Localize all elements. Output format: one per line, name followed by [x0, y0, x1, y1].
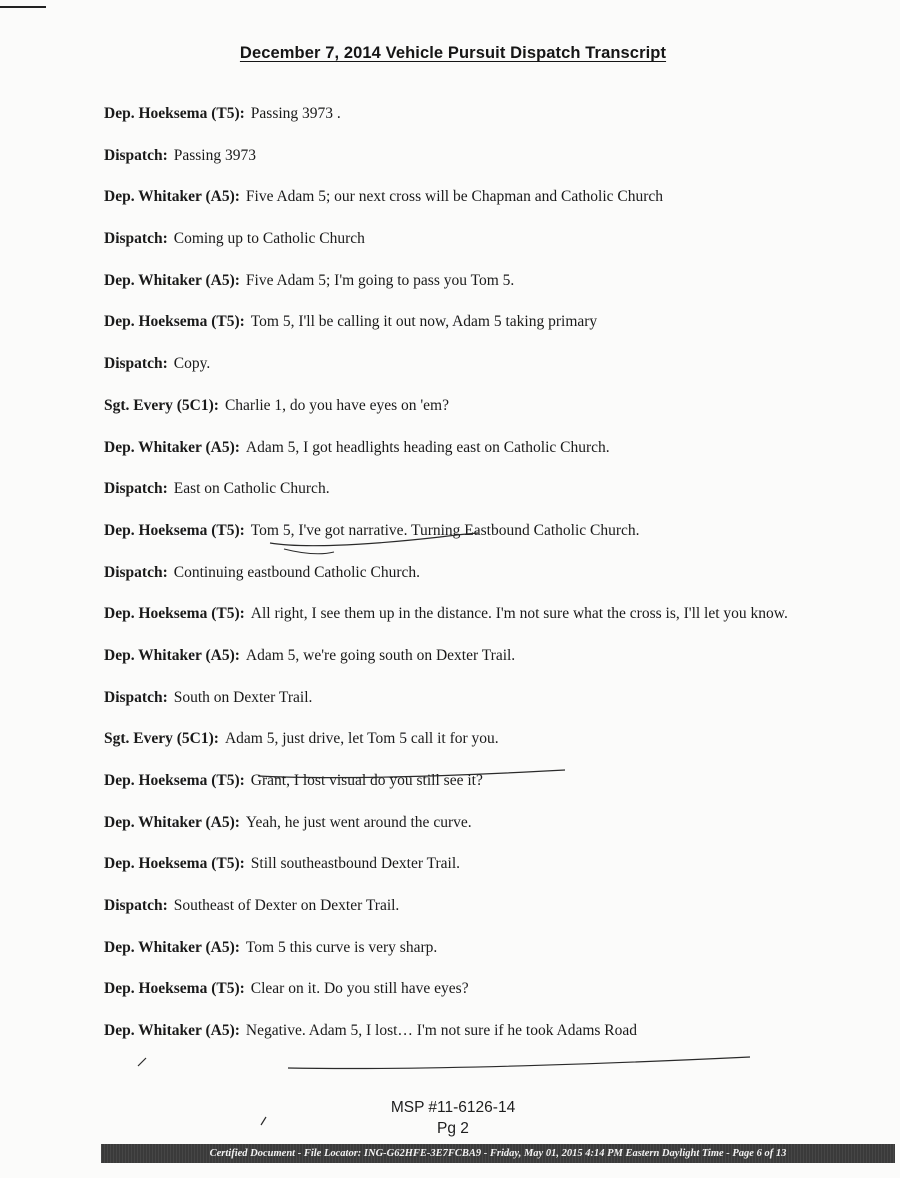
speaker-label: Dep. Hoeksema (T5):	[104, 521, 245, 539]
transcript-entry	[104, 978, 804, 1000]
speaker-label: Dispatch:	[104, 897, 168, 915]
speaker-label: Sgt. Every (5C1):	[104, 730, 219, 748]
utterance-text: Coming up to Catholic Church	[173, 230, 365, 248]
speaker-label: Dep. Whitaker (A5):	[104, 271, 240, 289]
utterance-text: All right, I see them up in the distance. I'm not sure what the cross is, I'll let you know.	[250, 605, 788, 623]
speaker-label: Dep. Whitaker (A5):	[104, 646, 240, 664]
speaker-label: Dep. Whitaker (A5):	[104, 813, 240, 831]
transcript-entry	[104, 562, 804, 584]
transcript-entry	[104, 145, 804, 167]
speaker-label: Dep. Whitaker (A5):	[104, 188, 240, 206]
page-footer	[0, 1097, 900, 1139]
utterance-text: Adam 5, I got headlights heading east on Catholic Church.	[245, 438, 610, 456]
utterance-text: Five Adam 5; our next cross will be Chapman and Catholic Church	[245, 188, 664, 206]
speaker-label: Dispatch:	[104, 563, 168, 581]
speaker-label: Dispatch:	[104, 688, 168, 706]
transcript-entry	[104, 1020, 804, 1042]
speaker-label: Dispatch:	[104, 146, 168, 164]
utterance-text: Adam 5, we're going south on Dexter Trail.	[245, 646, 516, 664]
utterance-text: Tom 5, I've got narrative. Turning Eastbound Catholic Church.	[250, 521, 640, 539]
transcript-entry	[104, 645, 804, 667]
transcript-entry	[104, 353, 804, 375]
case-number: MSP #11-6126-14	[390, 1099, 516, 1116]
utterance-text: South on Dexter Trail.	[173, 688, 313, 706]
transcript-entry	[104, 687, 804, 709]
utterance-text: Passing 3973	[173, 146, 256, 164]
utterance-text: Charlie 1, do you have eyes on 'em?	[224, 396, 449, 414]
utterance-text: Yeah, he just went around the curve.	[245, 813, 472, 831]
transcript-entry	[104, 812, 804, 834]
speaker-label: Dep. Whitaker (A5):	[104, 1022, 240, 1040]
utterance-text: Grant, I lost visual do you still see it?	[250, 772, 483, 789]
transcript-entry	[104, 853, 804, 875]
transcript-entry	[104, 728, 804, 750]
transcript-entry	[104, 520, 804, 542]
utterance-text: Copy.	[173, 355, 211, 373]
speaker-label: Dep. Hoeksema (T5):	[104, 772, 245, 789]
transcript-entry	[104, 270, 804, 292]
speaker-label: Sgt. Every (5C1):	[104, 396, 219, 414]
speaker-label: Dep. Hoeksema (T5):	[104, 980, 245, 998]
speaker-label: Dep. Hoeksema (T5):	[104, 313, 245, 331]
transcript-entry	[104, 437, 804, 459]
transcript-entry	[104, 937, 804, 959]
page-title: December 7, 2014 Vehicle Pursuit Dispatch Transcript	[239, 44, 667, 62]
certification-bar: Certified Document - File Locator: ING-G62HFE-3E7FCBA9 - Friday, May 01, 2015 4:14 PM Eastern Daylight Time - Page 6 of 13	[101, 1144, 895, 1163]
speaker-label: Dep. Hoeksema (T5):	[104, 605, 245, 623]
utterance-text: Negative. Adam 5, I lost… I'm not sure if he took Adams Road	[245, 1022, 638, 1040]
transcript-entry	[104, 186, 804, 208]
speaker-label: Dep. Whitaker (A5):	[104, 438, 240, 456]
speaker-label: Dispatch:	[104, 480, 168, 498]
utterance-text: East on Catholic Church.	[173, 480, 330, 498]
transcript-entry	[104, 478, 804, 500]
utterance-text: Tom 5, I'll be calling it out now, Adam 5 taking primary	[250, 313, 598, 331]
speaker-label: Dep. Whitaker (A5):	[104, 938, 240, 956]
utterance-text: Still southeastbound Dexter Trail.	[250, 855, 461, 873]
transcript-entry	[104, 895, 804, 917]
speaker-label: Dispatch:	[104, 230, 168, 248]
transcript-entry	[104, 103, 804, 125]
transcript-entry	[104, 311, 804, 333]
transcript-entry	[104, 770, 804, 792]
transcript-entries	[104, 103, 804, 1062]
speaker-label: Dispatch:	[104, 355, 168, 373]
transcript-entry	[104, 228, 804, 250]
transcript-entry	[104, 603, 804, 625]
utterance-text: Passing 3973 .	[250, 105, 341, 122]
scan-corner-mark	[0, 6, 46, 8]
utterance-text: Southeast of Dexter on Dexter Trail.	[173, 897, 400, 915]
speaker-label: Dep. Hoeksema (T5):	[104, 855, 245, 873]
utterance-text: Adam 5, just drive, let Tom 5 call it for you.	[224, 730, 499, 748]
utterance-text: Clear on it. Do you still have eyes?	[250, 980, 469, 998]
utterance-text: Tom 5 this curve is very sharp.	[245, 938, 438, 956]
utterance-text: Five Adam 5; I'm going to pass you Tom 5.	[245, 271, 515, 289]
transcript-entry	[104, 395, 804, 417]
utterance-text: Continuing eastbound Catholic Church.	[173, 563, 420, 581]
speaker-label: Dep. Hoeksema (T5):	[104, 105, 245, 122]
page-number: Pg 2	[437, 1120, 469, 1137]
